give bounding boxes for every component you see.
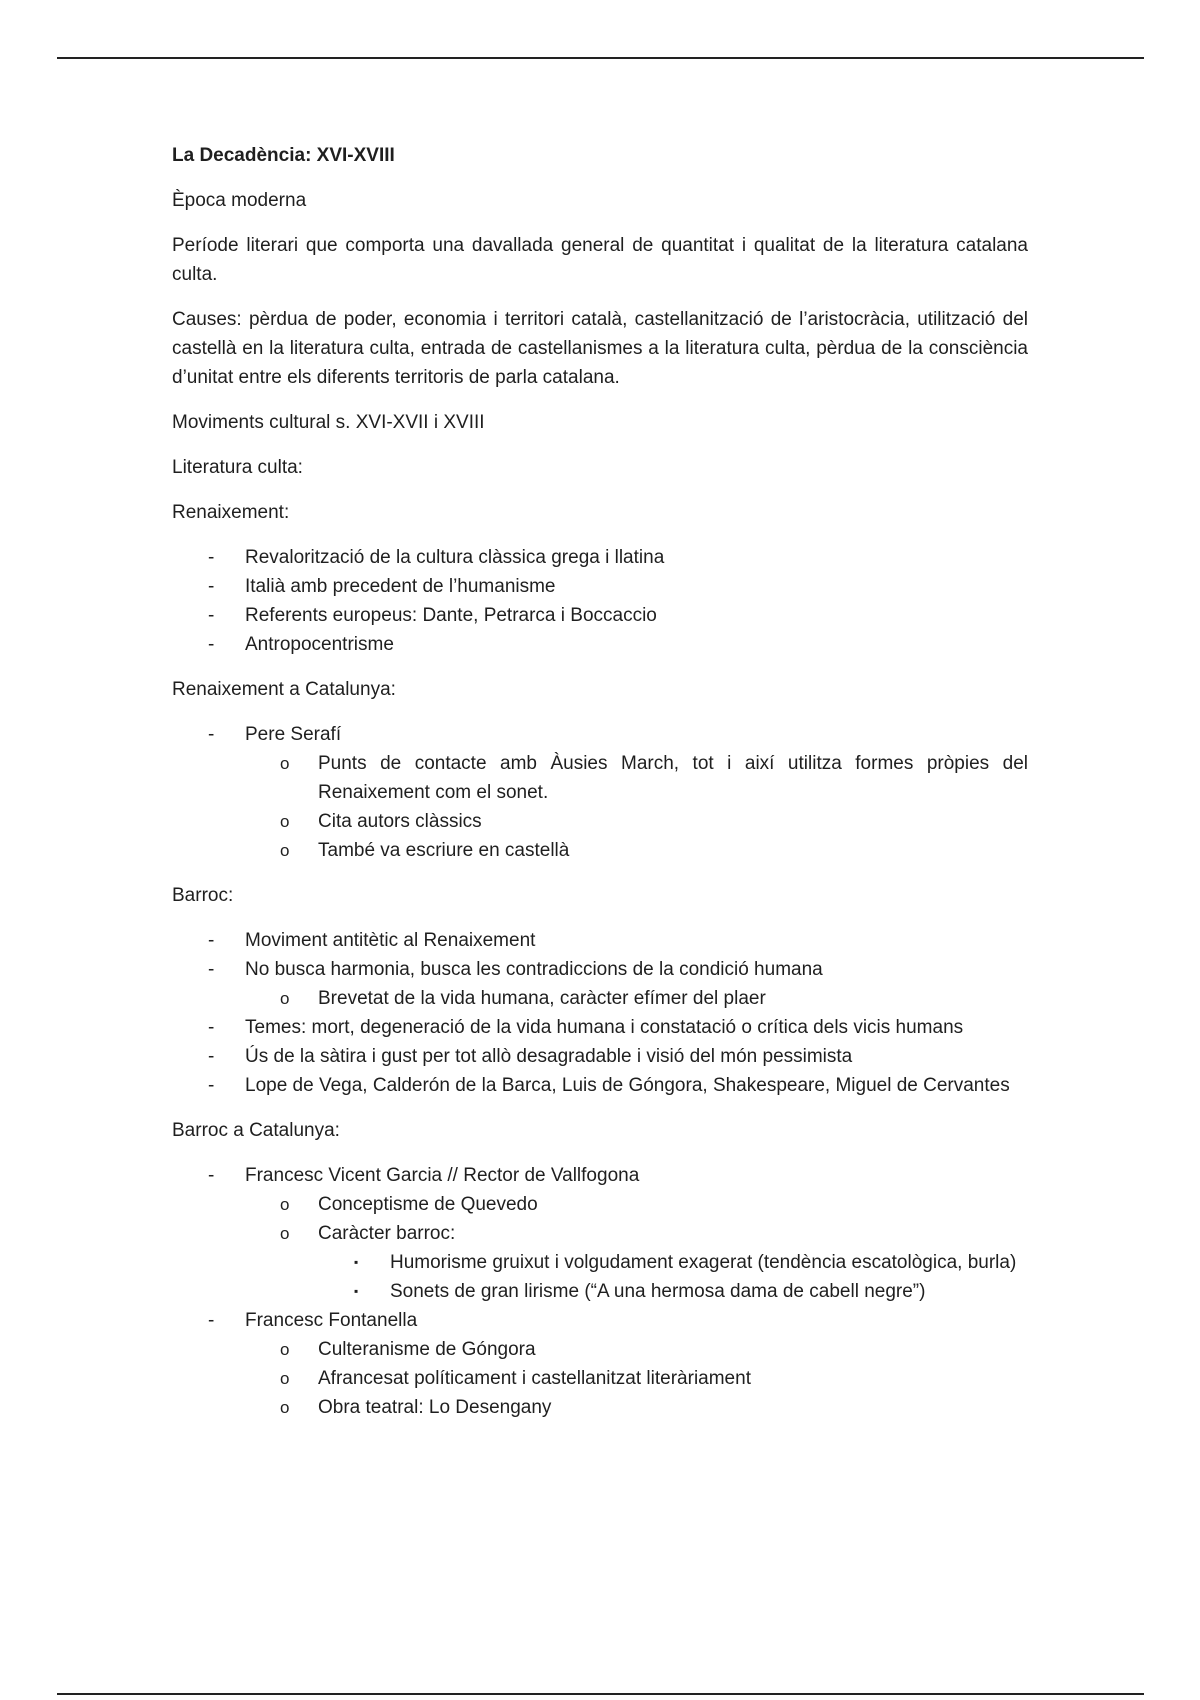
dash-bullet: - xyxy=(208,576,215,597)
dash-bullet: - xyxy=(208,1017,215,1038)
renaixement-catalunya-heading: Renaixement a Catalunya: xyxy=(172,679,396,700)
list-item: - No busca harmonia, busca les contradiccions de la condició humana xyxy=(172,955,1028,984)
circle-bullet: o xyxy=(280,812,290,831)
list-subsubitem: ▪ Humorisme gruixut i volgudament exagerat (tendència escatològica, burla) xyxy=(172,1248,1028,1277)
list-item: - Temes: mort, degeneració de la vida humana i constatació o crítica dels vicis humans xyxy=(172,1013,1028,1042)
list-item: - Ús de la sàtira i gust per tot allò desagradable i visió del món pessimista xyxy=(172,1042,1028,1071)
list-subitem: o Brevetat de la vida humana, caràcter efímer del plaer xyxy=(172,984,1028,1013)
barroc-catalunya-list xyxy=(172,1161,1028,1422)
top-rule xyxy=(57,57,1144,59)
list-item: - Moviment antitètic al Renaixement xyxy=(172,926,1028,955)
bottom-rule xyxy=(57,1693,1144,1695)
list-subitem: o Cita autors clàssics xyxy=(172,807,1028,836)
dash-bullet: - xyxy=(208,1046,215,1067)
era-label: Època moderna xyxy=(172,190,307,211)
page-title: La Decadència: XVI-XVIII xyxy=(172,145,395,166)
list-subitem: o Obra teatral: Lo Desengany xyxy=(172,1393,1028,1422)
barroc-catalunya-heading: Barroc a Catalunya: xyxy=(172,1120,340,1141)
dash-bullet: - xyxy=(208,930,215,951)
list-subitem: o Culteranisme de Góngora xyxy=(172,1335,1028,1364)
list-subitem: o Caràcter barroc: xyxy=(172,1219,1028,1248)
square-bullet: ▪ xyxy=(354,1284,359,1298)
dash-bullet: - xyxy=(208,634,215,655)
dash-bullet: - xyxy=(208,1310,215,1331)
barroc-heading: Barroc: xyxy=(172,885,234,906)
list-item: - Italià amb precedent de l’humanisme xyxy=(172,572,1028,601)
list-item: - Francesc Vicent Garcia // Rector de Vallfogona xyxy=(172,1161,1028,1190)
dash-bullet: - xyxy=(208,1165,215,1186)
causes-paragraph: Causes: pèrdua de poder, economia i territori català, castellanització de l’aristocràcia, utilització del castellà en la literatura culta, entrada de castellanismes a la literatura culta, pèrdua de la consciència d’unitat entre els diferents territoris de parla catalana. xyxy=(172,309,1028,388)
circle-bullet: o xyxy=(280,1195,290,1214)
square-bullet: ▪ xyxy=(354,1255,359,1269)
dash-bullet: - xyxy=(208,605,215,626)
dash-bullet: - xyxy=(208,959,215,980)
list-subitem: o Afrancesat políticament i castellanitzat literàriament xyxy=(172,1364,1028,1393)
list-subitem: o També va escriure en castellà xyxy=(172,836,1028,865)
list-subitem: o Conceptisme de Quevedo xyxy=(172,1190,1028,1219)
list-item: - Revalorització de la cultura clàssica grega i llatina xyxy=(172,543,1028,572)
dash-bullet: - xyxy=(208,547,215,568)
list-subitem: o Punts de contacte amb Àusies March, tot i així utilitza formes pròpies del Renaixement com el sonet. xyxy=(172,749,1028,807)
circle-bullet: o xyxy=(280,754,290,773)
circle-bullet: o xyxy=(280,989,290,1008)
renaixement-heading: Renaixement: xyxy=(172,502,290,523)
list-subsubitem: ▪ Sonets de gran lirisme (“A una hermosa dama de cabell negre”) xyxy=(172,1277,1028,1306)
list-item: - Lope de Vega, Calderón de la Barca, Luis de Góngora, Shakespeare, Miguel de Cervantes xyxy=(172,1071,1028,1100)
renaixement-list xyxy=(172,543,1028,659)
dash-bullet: - xyxy=(208,1075,215,1096)
literatura-culta-label: Literatura culta: xyxy=(172,457,303,478)
movements-label: Moviments cultural s. XVI-XVII i XVIII xyxy=(172,412,485,433)
circle-bullet: o xyxy=(280,1369,290,1388)
circle-bullet: o xyxy=(280,1224,290,1243)
list-item: - Francesc Fontanella xyxy=(172,1306,1028,1335)
list-item: - Pere Serafí xyxy=(172,720,1028,749)
barroc-list xyxy=(172,926,1028,1100)
circle-bullet: o xyxy=(280,1340,290,1359)
list-item: - Referents europeus: Dante, Petrarca i Boccaccio xyxy=(172,601,1028,630)
dash-bullet: - xyxy=(208,724,215,745)
definition-paragraph: Període literari que comporta una davallada general de quantitat i qualitat de la literatura catalana culta. xyxy=(172,235,1028,285)
circle-bullet: o xyxy=(280,1398,290,1417)
renaixement-catalunya-list xyxy=(172,720,1028,865)
list-item: - Antropocentrisme xyxy=(172,630,1028,659)
document-body xyxy=(172,141,1028,1438)
circle-bullet: o xyxy=(280,841,290,860)
